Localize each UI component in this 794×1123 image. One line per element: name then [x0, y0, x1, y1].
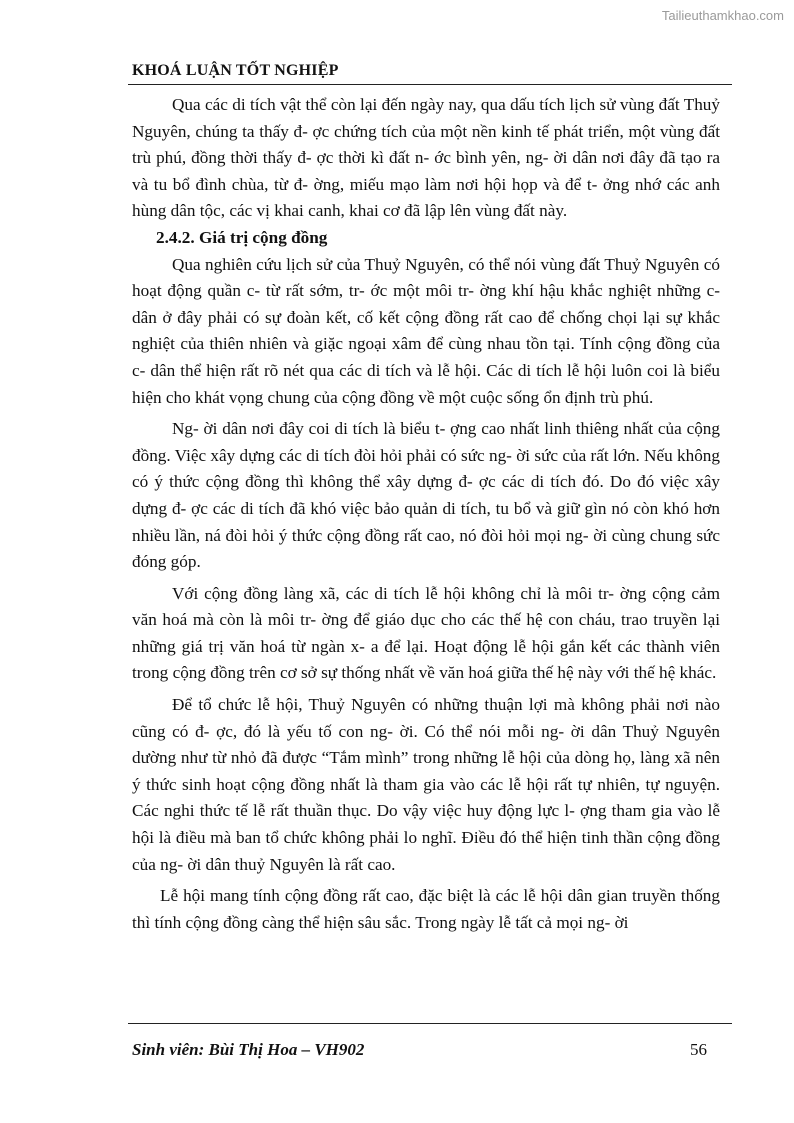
page-header-title: KHOÁ LUẬN TỐT NGHIỆP	[132, 62, 339, 79]
footer-student-name: Sinh viên: Bùi Thị Hoa – VH902	[132, 1040, 365, 1059]
paragraph-intro: Qua các di tích vật thể còn lại đến ngày nay, qua dấu tích lịch sử vùng đất Thuỷ Nguyên, chúng ta thấy đ- ợc chứng tích của một nền kinh tế phát triển, một vùng đất trù phú, đồng thời thấy đ- ợc thời kì đất n- ớc bình yên, ng- ời dân nơi đây đã tạo ra và tu bổ đình chùa, từ đ- ờng, miếu mạo làm nơi hội họp và để t- ởng nhớ các anh hùng dân tộc, các vị khai canh, khai cơ đã lập lên vùng đất này.	[132, 95, 720, 221]
document-body	[132, 92, 720, 936]
footer-divider	[128, 1023, 732, 1024]
paragraph-festival-organization: Để tổ chức lễ hội, Thuỷ Nguyên có những thuận lợi mà không phải nơi nào cũng có đ- ợc, đó là yếu tố con ng- ời. Có thể nói mỗi ng- ời dân Thuỷ Nguyên dường như từ nhỏ đã được “Tắm mình” trong những lễ hội của dòng họ, làng xã nên ý thức sinh hoạt cộng đồng nhất là tham gia vào các lễ hội rất tự nhiên, tự nguyện. Các nghi thức tế lễ rất thuần thục. Do vậy việc huy động lực l- ợng tham gia vào lễ hội là điều mà ban tổ chức không phải lo nghĩ. Điều đó thể hiện tinh thần cộng đồng của ng- ời dân thuỷ Nguyên là rất cao.	[132, 695, 720, 874]
paragraph-relic-symbol: Ng- ời dân nơi đây coi di tích là biểu t- ợng cao nhất linh thiêng nhất của cộng đồng. Việc xây dựng các di tích đòi hỏi phải có sức ng- ời sức của rất lớn. Nếu không có ý thức cộng đồng thì không thể xây dựng đ- ợc các di tích đó. Do đó việc xây dựng đ- ợc các di tích đã khó việc bảo quản di tích, tu bổ và giữ gìn nó còn khó hơn nhiều lần, ná đòi hỏi ý thức cộng đồng rất cao, nó đòi hỏi mọi ng- ời cùng chung sức đóng góp.	[132, 419, 720, 572]
paragraph-village-community: Với cộng đồng làng xã, các di tích lễ hội không chỉ là môi tr- ờng cộng cảm văn hoá mà còn là môi tr- ờng để giáo dục cho các thế hệ con cháu, trao truyền lại những giá trị văn hoá từ ngàn x- a để lại. Hoạt động lễ hội gắn kết các thành viên trong cộng đồng trên cơ sở sự thống nhất về văn hoá giữa thế hệ này với thế hệ khác.	[132, 583, 720, 683]
header-divider	[128, 84, 732, 85]
paragraph-festival-community: Lễ hội mang tính cộng đồng rất cao, đặc biệt là các lễ hội dân gian truyền thống thì tính cộng đồng càng thể hiện sâu sắc. Trong ngày lễ tất cả mọi ng- ời	[132, 886, 720, 932]
page-number: 56	[690, 1040, 707, 1059]
paragraph-community-history: Qua nghiên cứu lịch sử của Thuỷ Nguyên, có thể nói vùng đất Thuỷ Nguyên có hoạt động quần c- từ rất sớm, tr- ớc một môi tr- ờng khí hậu khắc nghiệt những c- dân ở đây phải có sự đoàn kết, cố kết cộng đồng rất cao để chống chọi lại sự khắc nghiệt của thiên nhiên và giặc ngoại xâm để cùng nhau tồn tại. Tính cộng đồng của c- dân thể hiện rất rõ nét qua các di tích và lễ hội. Các di tích lễ hội luôn coi là biểu hiện cho khát vọng chung của cộng đồng về một cuộc sống ổn định trù phú.	[132, 254, 720, 407]
watermark-text: Tailieuthamkhao.com	[661, 8, 784, 23]
section-heading: 2.4.2. Giá trị cộng đồng	[156, 227, 328, 247]
